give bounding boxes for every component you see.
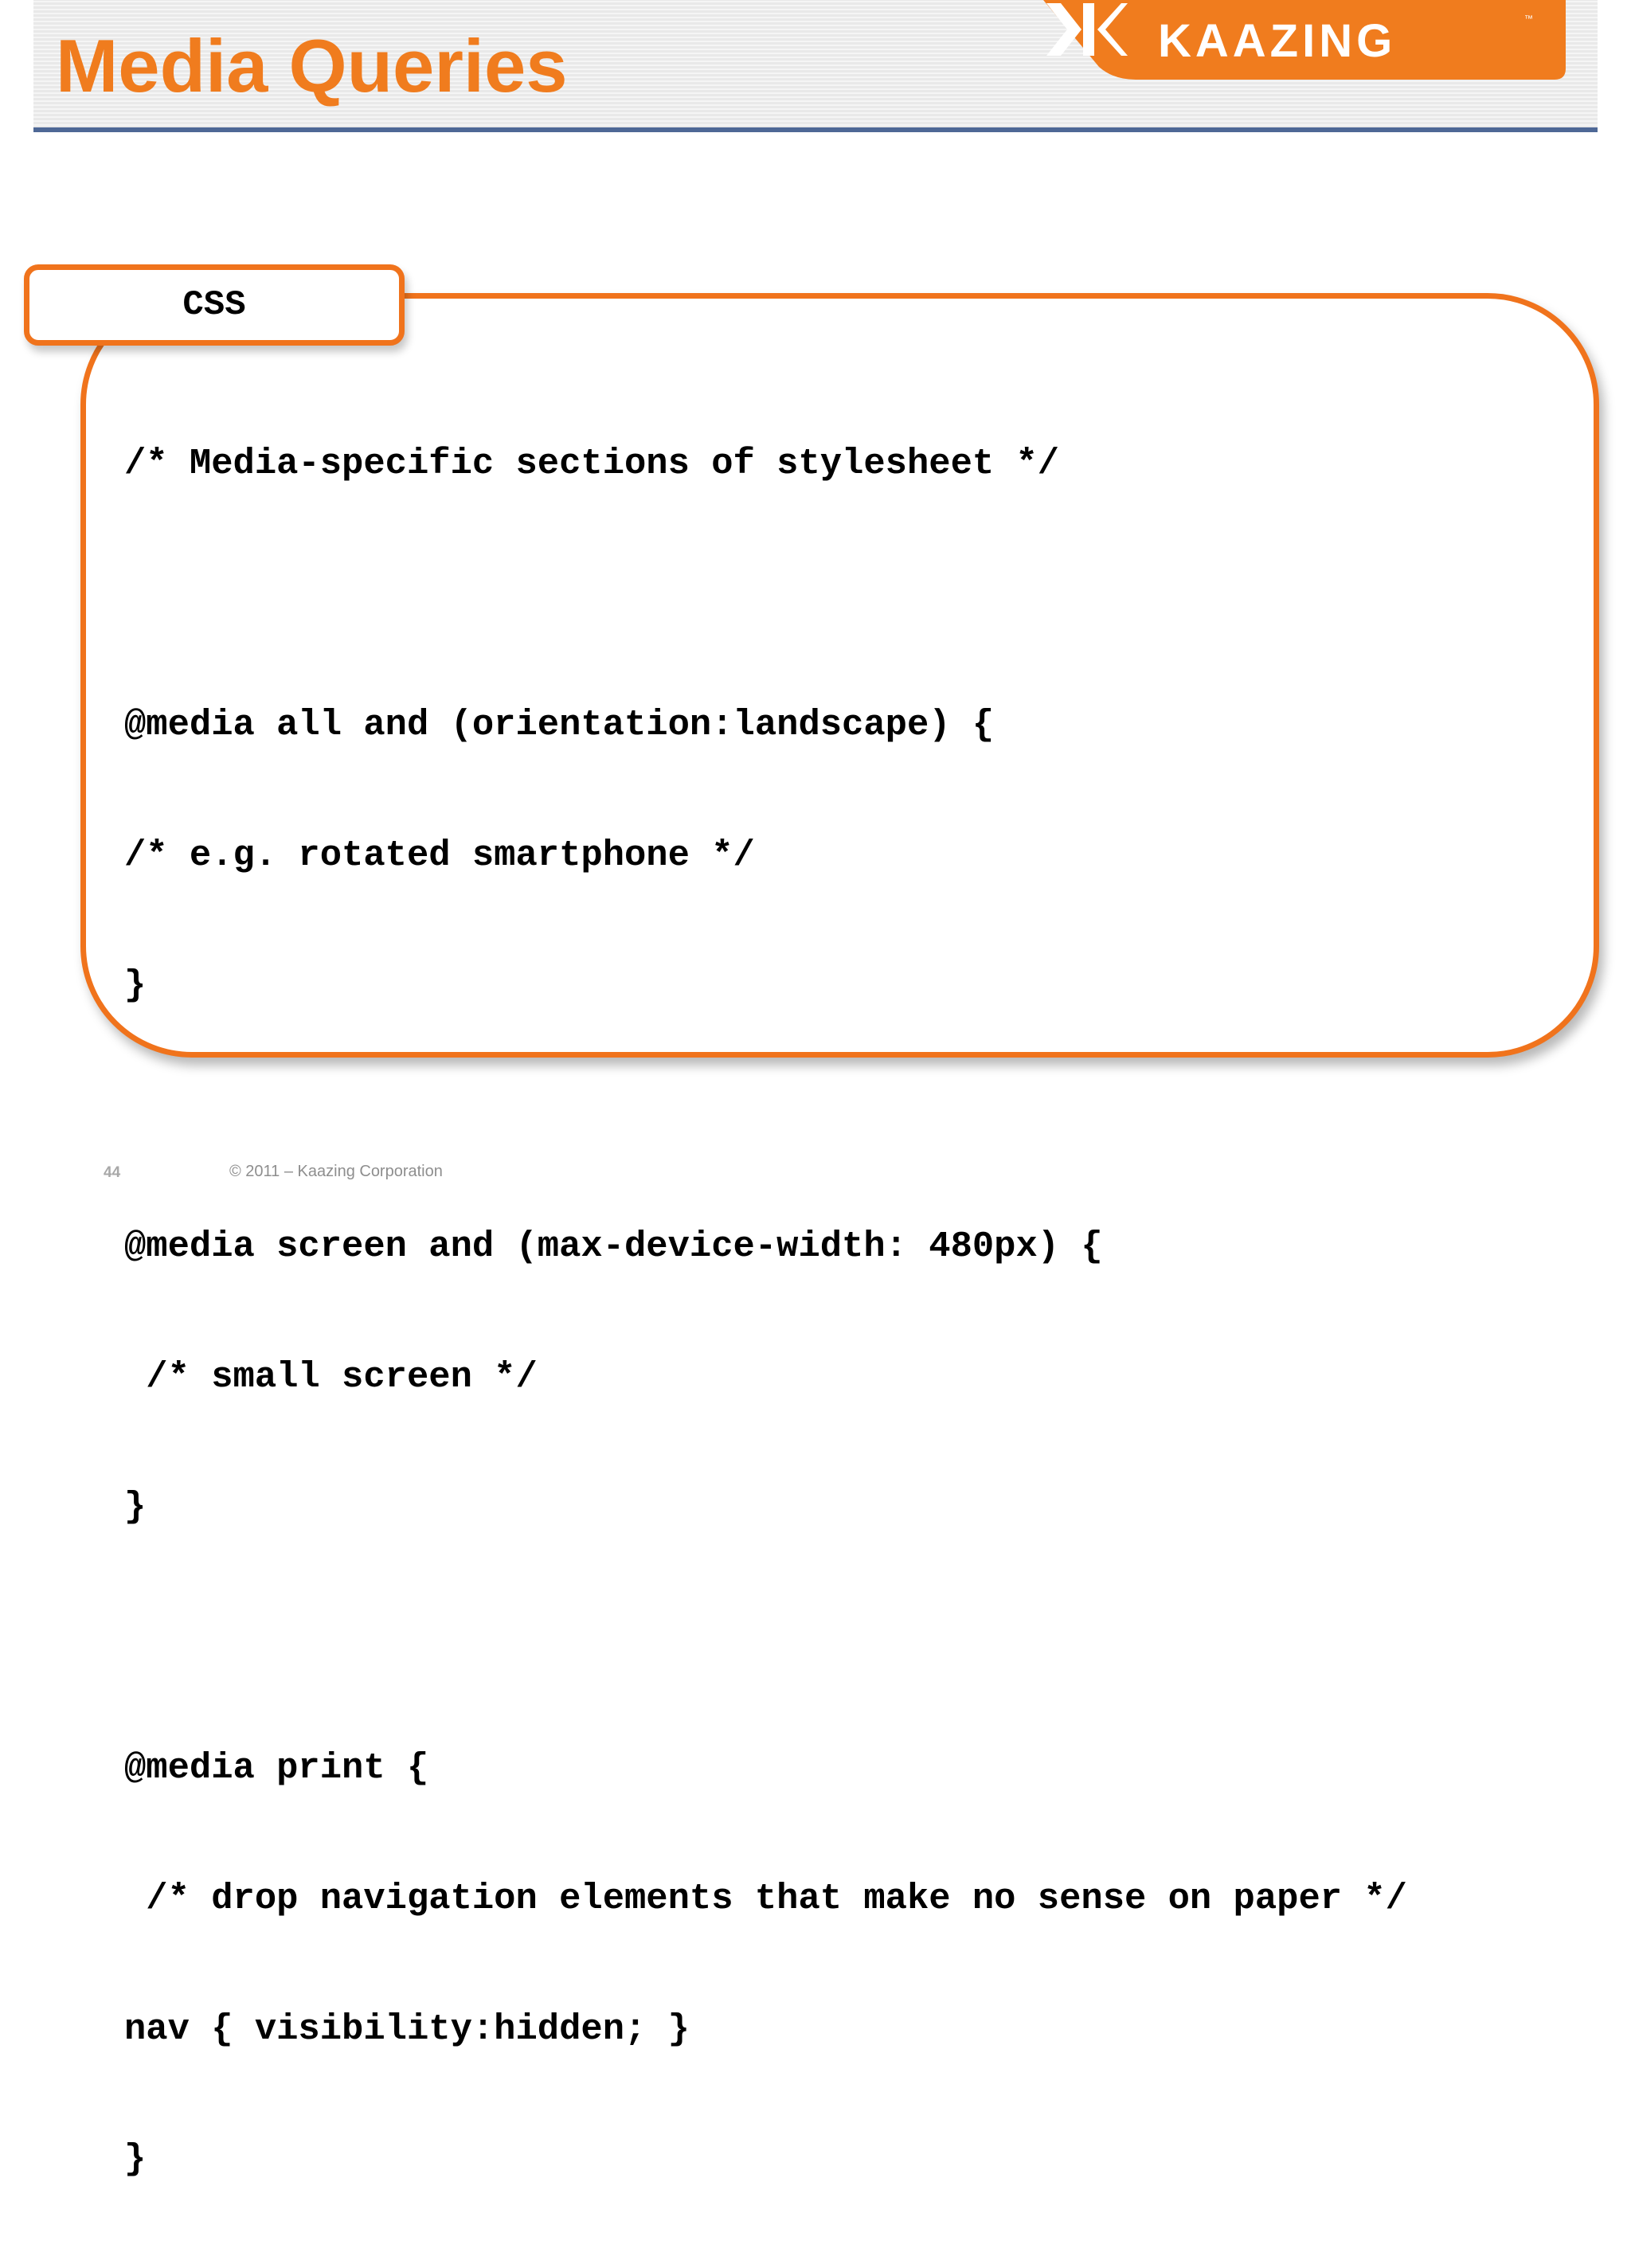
kaazing-k-mark-icon bbox=[1043, 0, 1129, 59]
code-line: nav { visibility:hidden; } bbox=[124, 2008, 690, 2050]
trademark-symbol: ™ bbox=[1524, 14, 1533, 24]
code-line: @media screen and (max-device-width: 480px) { bbox=[124, 1225, 1103, 1267]
page-number: 44 bbox=[104, 1164, 121, 1181]
code-line: /* e.g. rotated smartphone */ bbox=[124, 834, 755, 876]
header-divider bbox=[33, 127, 1598, 132]
css-code-block bbox=[124, 355, 1407, 2268]
code-line: /* small screen */ bbox=[124, 1355, 538, 1398]
slide-title: Media Queries bbox=[56, 24, 568, 108]
code-language-tab bbox=[24, 264, 405, 346]
logo-wordmark: KAAZING bbox=[1158, 15, 1397, 67]
code-line: @media all and (orientation:landscape) { bbox=[124, 703, 995, 745]
code-line: } bbox=[124, 964, 147, 1007]
code-line: /* Media-specific sections of stylesheet */ bbox=[124, 443, 1060, 485]
kaazing-logo bbox=[1043, 0, 1566, 81]
code-line bbox=[124, 1616, 1407, 1660]
code-language-label: CSS bbox=[182, 285, 246, 325]
code-line bbox=[124, 1094, 1407, 1138]
code-line bbox=[124, 573, 1407, 616]
code-line: @media print { bbox=[124, 1747, 429, 1789]
code-line: } bbox=[124, 2138, 147, 2180]
code-line: } bbox=[124, 1486, 147, 1528]
copyright-notice: © 2011 – Kaazing Corporation bbox=[229, 1163, 443, 1180]
code-line: /* drop navigation elements that make no sense on paper */ bbox=[124, 1877, 1407, 1919]
